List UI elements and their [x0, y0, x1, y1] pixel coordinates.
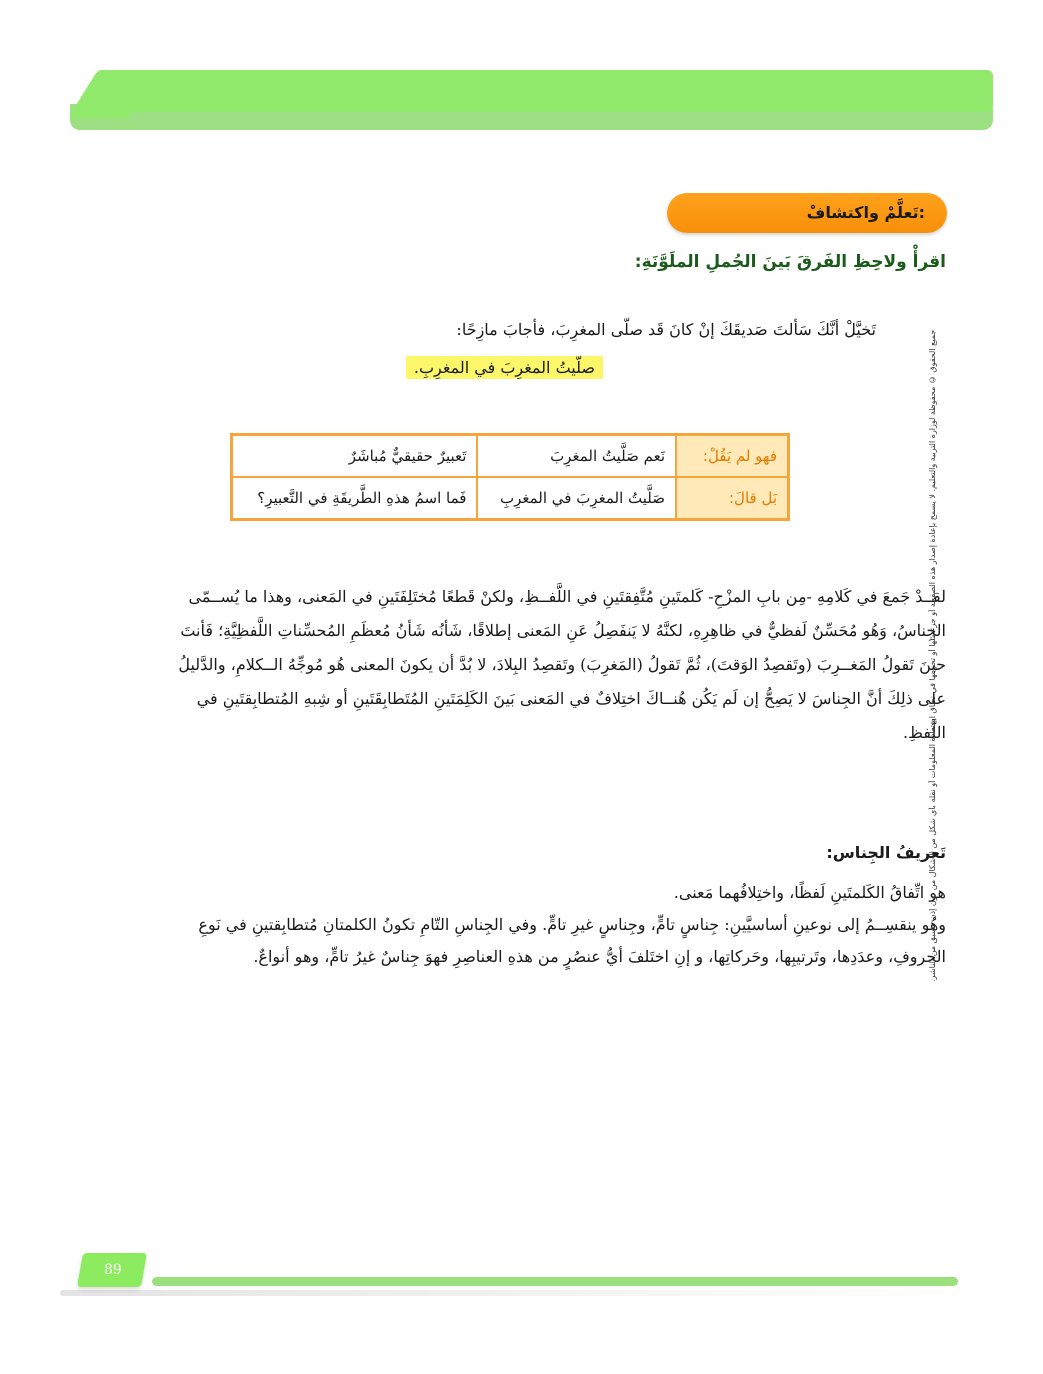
definition-line-1: هو اتِّفاقُ الكَلمتَينِ لَفظًا، واختِلافُهما مَعنى. [673, 883, 946, 902]
definition-text [156, 877, 946, 973]
definition-line-2: وهُو ينقسِــمُ إلى نوعينِ أساسيَّينِ: جِناسٍ تامٍّ، وجِناسٍ غيرِ تامٍّ. وفي الجِناسِ التّامِ تكونُ الكلمتانِ مُتطابِقتينِ في نَوعِ الحروفِ، وعدَدِها، وتَرتيبِها، وحَركاتِها، و إنِ اختَلفَ أيُّ عنصُرٍ من هذهِ العناصِرِ فهوَ جِناسٌ غيرُ تامٍّ، وهو أنواعٌ. [198, 915, 946, 966]
row-description: تَعبيرٌ حقيقيٌّ مُباشَرٌ [232, 435, 478, 478]
row-label: بَل قالَ: [676, 477, 789, 520]
header-band [100, 70, 993, 112]
instruction-text: اقرأْ ولاحِظِ الفَرقَ بَينَ الجُملِ الملَوَّنَةِ: [634, 252, 946, 272]
row-sentence: نَعم صَلَّيتُ المغرِبَ [477, 435, 676, 478]
section-title: تَعلَّمْ واكتشافْ: [806, 203, 925, 222]
footer-shadow [60, 1290, 960, 1296]
definition-heading: تَعريفُ الجِناس: [826, 843, 946, 862]
row-label: فهو لم يَقُلْ: [676, 435, 789, 478]
footer-line [152, 1277, 958, 1286]
copyright-note: جميع الحقوق © محفوظة لوزارة التربية والتعليم. لا يسمح بإعادة إصدار هذه الصفحة أو جزء منها أو تخزينها في نطاق استعادة المعلومات أو نقله بأي شكل من الأشكال من دون إذن مسبق من الناشر. [928, 330, 937, 983]
row-sentence: صَلَّيتُ المغرِبَ في المغرِبِ [477, 477, 676, 520]
table-row [232, 435, 789, 478]
intro-text: تَخيَّلْ أنَّكَ سَألتَ صَديقَكَ إنْ كانَ قَد صلّى المغرِبَ، فأجابَ مازِحًا: [456, 320, 876, 339]
table-row [232, 477, 789, 520]
comparison-table [230, 433, 790, 521]
highlighted-sentence: صلّيتُ المغرِبَ في المغرِبِ. [406, 356, 603, 379]
row-description: فَما اسمُ هذهِ الطَّريقَةِ في التَّعبيرِ؟ [232, 477, 478, 520]
body-paragraph: لقــدْ جَمعَ في كَلامِهِ -مِن بابِ المزْحِ- كَلمتَينِ مُتَّفِقتَينِ في اللَّفــظِ، ولكنْ قَطعًا مُختَلِفَتَينِ في المَعنى، وهذا ما يُســمّى الجِناسُ، وَهُو مُحَسِّنٌ لَفظيٌّ في ظاهِرِهِ، لكنَّهُ لا يَنفَصِلُ عَنِ المَعنى إطلاقًا، شَأنُه شَأنُ مُعظَمِ المُحسِّناتِ اللَّفظِيَّةِ؛ فَأنتَ حينَ تَقولُ المَغــرِبَ (وتَقصِدُ الوَقتَ)، ثُمَّ تَقولُ (المَغرِبَ) وتَقصِدُ البِلادَ، لا بُدَّ أن يكونَ المعنى هُو مُوجِّهُ الــكلامِ، والدَّليلُ على ذلِكَ أنَّ الجِناسَ لا يَصِحُّ إن لَم يَكُن هُنــاكَ اختِلافٌ في المَعنى بَينَ الكَلِمَتَينِ المُتَطابِقَتَينِ أو شِبهِ المُتطابِقتَينِ في اللَّفظِ. [178, 587, 946, 742]
section-title-pill [667, 193, 947, 233]
page-number: 89 [104, 1262, 122, 1278]
